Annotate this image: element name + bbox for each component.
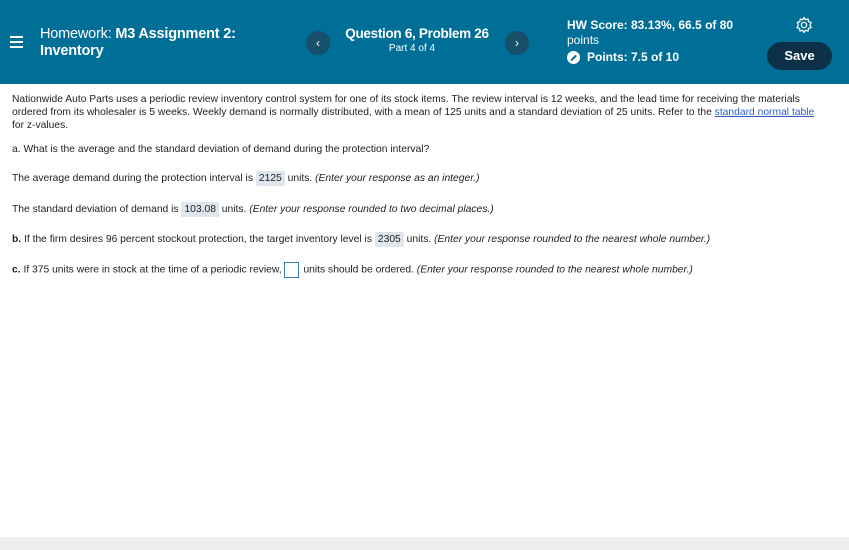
save-button[interactable]: Save — [767, 42, 832, 70]
average-demand-answer[interactable]: 2125 — [256, 171, 285, 186]
homework-name: M3 Assignment 2: — [115, 26, 236, 42]
question-c-hint: (Enter your response rounded to the nearest whole number.) — [416, 264, 693, 276]
footer-strip — [0, 537, 849, 550]
problem-intro — [12, 93, 827, 132]
question-c-line — [12, 262, 693, 278]
answer-a1-hint: (Enter your response as an integer.) — [315, 173, 480, 184]
question-a-text: a. What is the average and the standard deviation of demand during the protection interval? — [12, 144, 430, 155]
gear-icon[interactable] — [795, 16, 813, 34]
homework-prefix: Homework: — [40, 26, 112, 42]
order-quantity-input[interactable] — [284, 262, 299, 278]
hw-score-text: HW Score: 83.13%, 66.5 of 80 — [567, 18, 734, 32]
target-inventory-answer[interactable]: 2305 — [375, 232, 404, 247]
answer-a1-unit: units. — [284, 173, 316, 184]
intro-text: Nationwide Auto Parts uses a periodic review inventory control system for one of its stock items. The review interval is 12 weeks, and the lead time for receiving the materials ordered from its wholesaler is 5 weeks. Weekly demand is normally distributed, with a mean of 125 units and a standard deviation of 25 units. Refer to the — [12, 94, 800, 118]
answer-a2-hint: (Enter your response rounded to two decimal places.) — [249, 204, 494, 215]
question-c-unit: units should be ordered. — [300, 264, 417, 276]
question-part: Part 4 of 4 — [388, 43, 436, 54]
problem-statement — [12, 93, 827, 132]
answer-a1-line — [12, 171, 480, 186]
homework-title — [40, 26, 280, 60]
question-b-line — [12, 232, 710, 247]
answer-a2-line — [12, 202, 494, 217]
points-text: Points: 7.5 of 10 — [587, 50, 680, 64]
question-b-hint: (Enter your response rounded to the nearest whole number.) — [434, 234, 711, 245]
question-c-label: c. — [12, 264, 21, 276]
standard-normal-table-link[interactable]: standard normal table — [714, 107, 815, 118]
std-dev-answer[interactable]: 103.08 — [181, 202, 219, 217]
hw-score — [567, 18, 757, 48]
answer-a2-unit: units. — [218, 204, 250, 215]
question-b-unit: units. — [403, 234, 435, 245]
question-title: Question 6, Problem 26 — [345, 26, 489, 41]
question-b-label: b. — [12, 234, 22, 245]
top-bar — [0, 0, 849, 84]
next-question-button[interactable]: › — [505, 31, 529, 55]
question-a — [12, 144, 429, 155]
answer-a1-prefix: The average demand during the protection interval is — [12, 173, 256, 184]
points-row — [567, 50, 679, 64]
question-c-text: If 375 units were in stock at the time of a periodic review, — [20, 264, 282, 276]
question-b-text: If the firm desires 96 percent stockout protection, the target inventory level is — [21, 234, 375, 245]
homework-name-line2: Inventory — [40, 43, 104, 59]
hw-score-unit: points — [567, 33, 600, 47]
hamburger-menu-icon[interactable] — [10, 36, 23, 49]
previous-question-button[interactable]: ‹ — [306, 31, 330, 55]
answer-a2-prefix: The standard deviation of demand is — [12, 204, 182, 215]
intro-tail: for z-values. — [12, 120, 69, 131]
partial-credit-icon — [567, 51, 580, 64]
